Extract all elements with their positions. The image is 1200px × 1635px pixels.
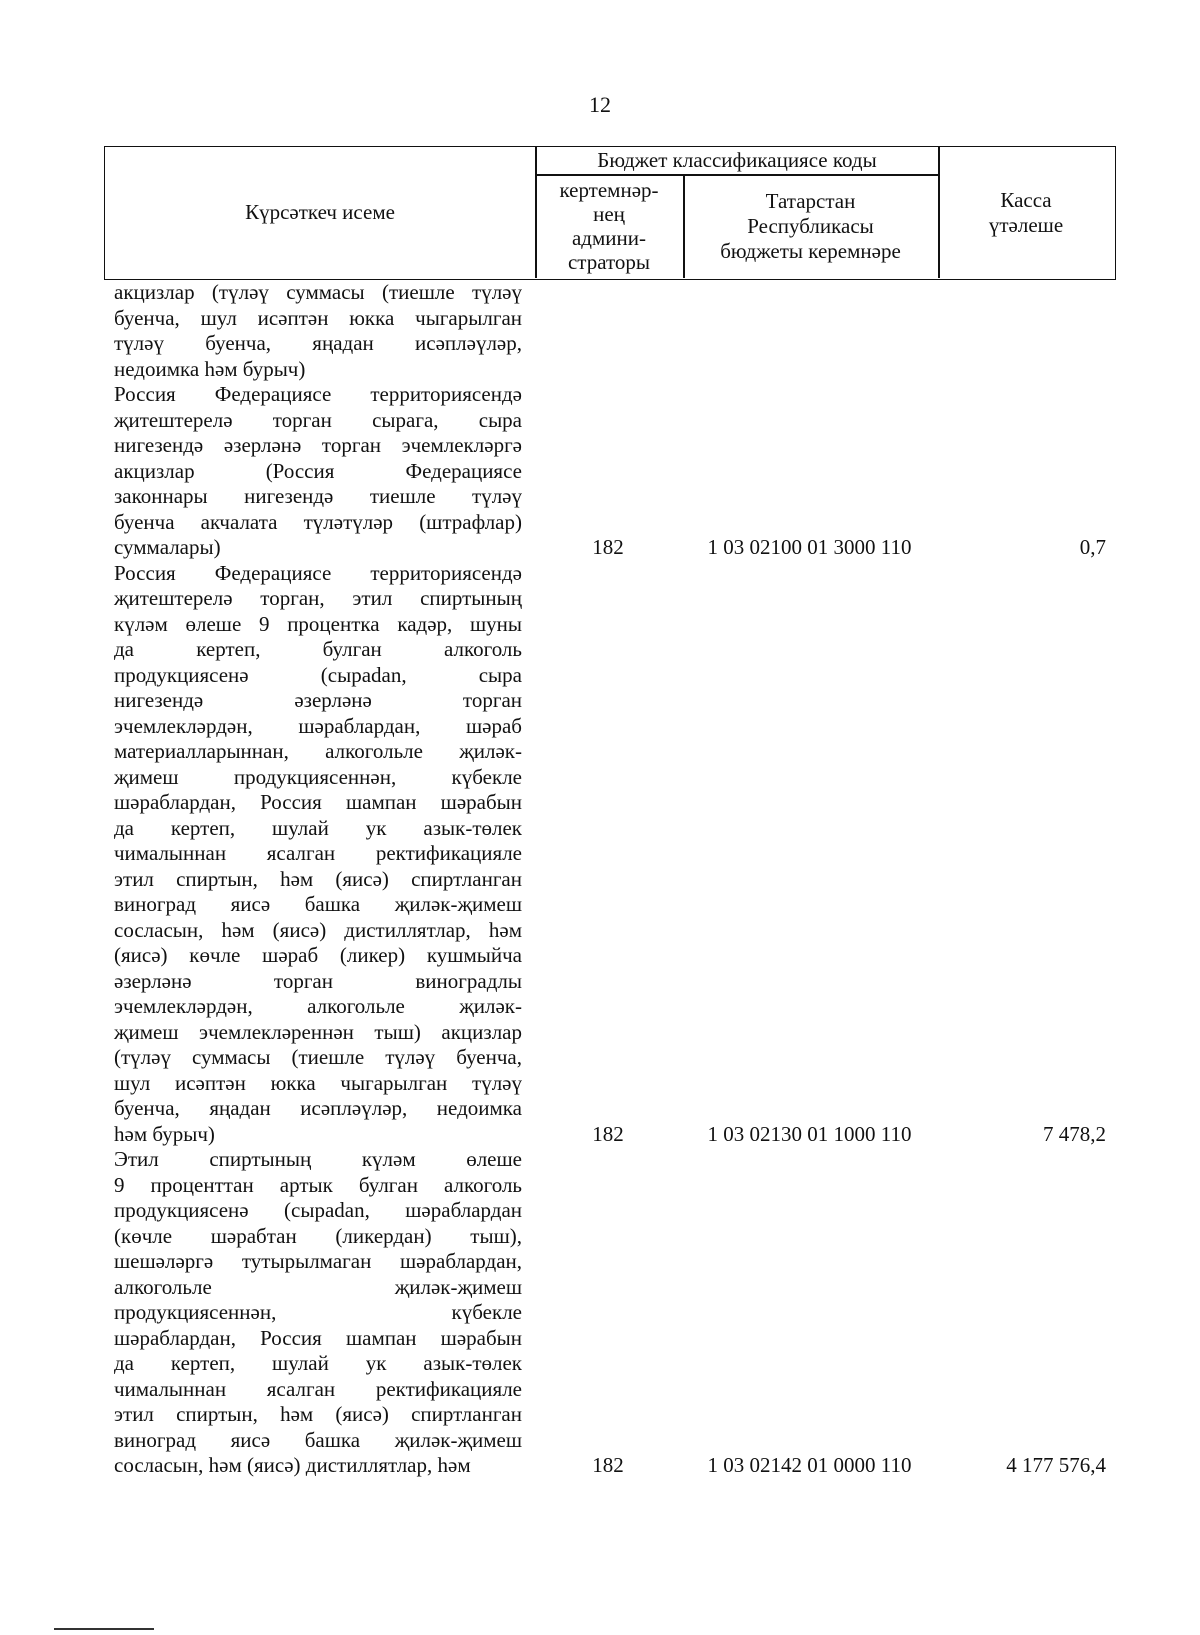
indicator-line: шәраблардан, Россия шампан шәрабын: [114, 790, 522, 814]
indicator-line: продукциясенә (сыраdan, сыра: [114, 662, 522, 687]
indicator-line: этил спиртын, һәм (яисә) спиртланган: [114, 866, 522, 891]
indicator-line: материалларыннан, алкогольле җиләк-: [114, 739, 522, 763]
indicator-line: буенча акчалата түләтүләр (штрафлар): [114, 509, 522, 534]
indicator-line: буенча, шул исәптән юкка чыгарылган: [114, 305, 522, 330]
admin-code-cell: 182: [592, 1453, 624, 1477]
indicator-line: эчемлекләрдән, шәраблардан, шәраб: [114, 713, 522, 738]
indicator-line: нигезендә әзерләнә торган: [114, 688, 522, 712]
indicator-line: әзерләнә торган виноградлы: [114, 968, 522, 993]
page-number: 12: [589, 92, 611, 117]
header-col-kassa-line: Касса: [1000, 187, 1052, 212]
kassa-value-cell: 0,7: [1079, 535, 1106, 559]
indicator-line: 9 проценттан артык булган алкоголь: [114, 1172, 522, 1197]
header-col-admin: [535, 174, 683, 278]
budget-code-cell: 1 03 02130 01 1000 110: [707, 1121, 912, 1146]
indicator-line: (яисә) көчле шәраб (ликер) кушмыйча: [114, 943, 522, 967]
kassa-value-cell: 4 177 576,4: [1006, 1453, 1106, 1477]
indicator-line: җимеш продукциясеннән, күбекле: [114, 764, 522, 789]
indicator-line: шәраблардан, Россия шампан шәрабын: [114, 1325, 522, 1350]
header-col-admin-line: страторы: [567, 250, 651, 274]
indicator-line: буенча, яңадан исәпләүләр, недоимка: [114, 1096, 522, 1120]
header-col-name: Күрсәткеч исеме: [245, 200, 395, 224]
indicator-line: Этил спиртының күләм өлеше: [114, 1147, 522, 1171]
header-col-tatarstan: [683, 174, 938, 278]
indicator-line: законнары нигезендә тиешле түләү: [114, 484, 522, 508]
indicator-line: түләү буенча, яңадан исәпләүләр,: [114, 331, 522, 355]
indicator-line: җитештерелә торган сырага, сыра: [114, 407, 522, 432]
indicator-line: акцизлар (Россия Федерациясе: [114, 458, 522, 483]
indicator-line: сосласын, һәм (яисә) дистиллятлар, һәм: [114, 917, 522, 942]
indicator-line: эчемлекләрдән, алкогольле җиләк-: [114, 994, 522, 1018]
indicator-line: һәм бурыч): [114, 1121, 215, 1146]
indicator-line: алкогольле җиләк-җимеш: [114, 1274, 522, 1299]
budget-code-cell: 1 03 02142 01 0000 110: [707, 1453, 912, 1477]
indicator-line: продукциясенә (сыраdan, шәраблардан: [114, 1198, 522, 1222]
header-col-admin-line: кертемнәр-: [559, 178, 659, 202]
indicator-line: (түләү суммасы (тиешле түләү буенча,: [114, 1045, 522, 1069]
indicator-line: суммалары): [114, 535, 221, 559]
indicator-line: җимеш эчемлекләреннән тыш) акцизлар: [114, 1019, 522, 1044]
indicator-line: шул исәптән юкка чыгарылган түләү: [114, 1070, 522, 1095]
indicator-line: акцизлар (түләү суммасы (тиешле түләү: [114, 280, 522, 304]
header-col-tatarstan-line: бюджеты керемнәре: [720, 238, 901, 263]
header-col-tatarstan-line: Татарстан: [765, 188, 856, 213]
admin-code-cell: 182: [592, 1121, 624, 1146]
header-col-tatarstan-line: Республикасы: [747, 213, 874, 238]
indicator-line: шешәләргә тутырылмаган шәраблардан,: [114, 1249, 522, 1273]
indicator-line: недоимка һәм бурыч): [114, 356, 306, 381]
indicator-line: чималыннан ясалган ректификацияле: [114, 1376, 522, 1401]
footer-rule: [54, 1628, 154, 1630]
indicator-line: продукциясеннән, күбекле: [114, 1300, 522, 1324]
header-col-kassa: [938, 147, 1114, 278]
header-col-kassa-line: үтәлеше: [988, 212, 1064, 237]
indicator-line: күләм өлеше 9 процентка кадәр, шуны: [114, 611, 522, 636]
header-col-admin-line: нең: [593, 202, 625, 226]
indicator-line: да кертеп, шулай ук азык-төлек: [114, 1351, 522, 1375]
indicator-line: Россия Федерациясе территориясендә: [114, 560, 522, 585]
indicator-line: (көчле шәрабтан (ликердан) тыш),: [114, 1223, 522, 1248]
indicator-line: сосласын, һәм (яисә) дистиллятлар, һәм: [114, 1453, 471, 1477]
indicator-line: нигезендә әзерләнә торган эчемлекләргә: [114, 433, 522, 457]
indicator-line: да кертеп, шулай ук азык-төлек: [114, 815, 522, 840]
indicator-column: [114, 280, 522, 1479]
header-col-admin-line: админи-: [571, 226, 646, 250]
indicator-line: виноград яисә башка җиләк-җимеш: [114, 892, 522, 916]
table-header: [104, 146, 1116, 280]
kassa-value-cell: 7 478,2: [1043, 1121, 1106, 1146]
indicator-line: виноград яисә башка җиләк-җимеш: [114, 1427, 522, 1452]
admin-code-cell: 182: [592, 535, 624, 559]
indicator-line: этил спиртын, һәм (яисә) спиртланган: [114, 1402, 522, 1426]
header-group-title: Бюджет классификациясе коды: [597, 148, 877, 172]
indicator-line: Россия Федерациясе территориясендә: [114, 382, 522, 406]
indicator-line: да кертеп, булган алкоголь: [114, 637, 522, 661]
budget-code-cell: 1 03 02100 01 3000 110: [707, 535, 912, 559]
indicator-line: чималыннан ясалган ректификацияле: [114, 841, 522, 865]
indicator-line: җитештерелә торган, этил спиртының: [114, 586, 522, 610]
